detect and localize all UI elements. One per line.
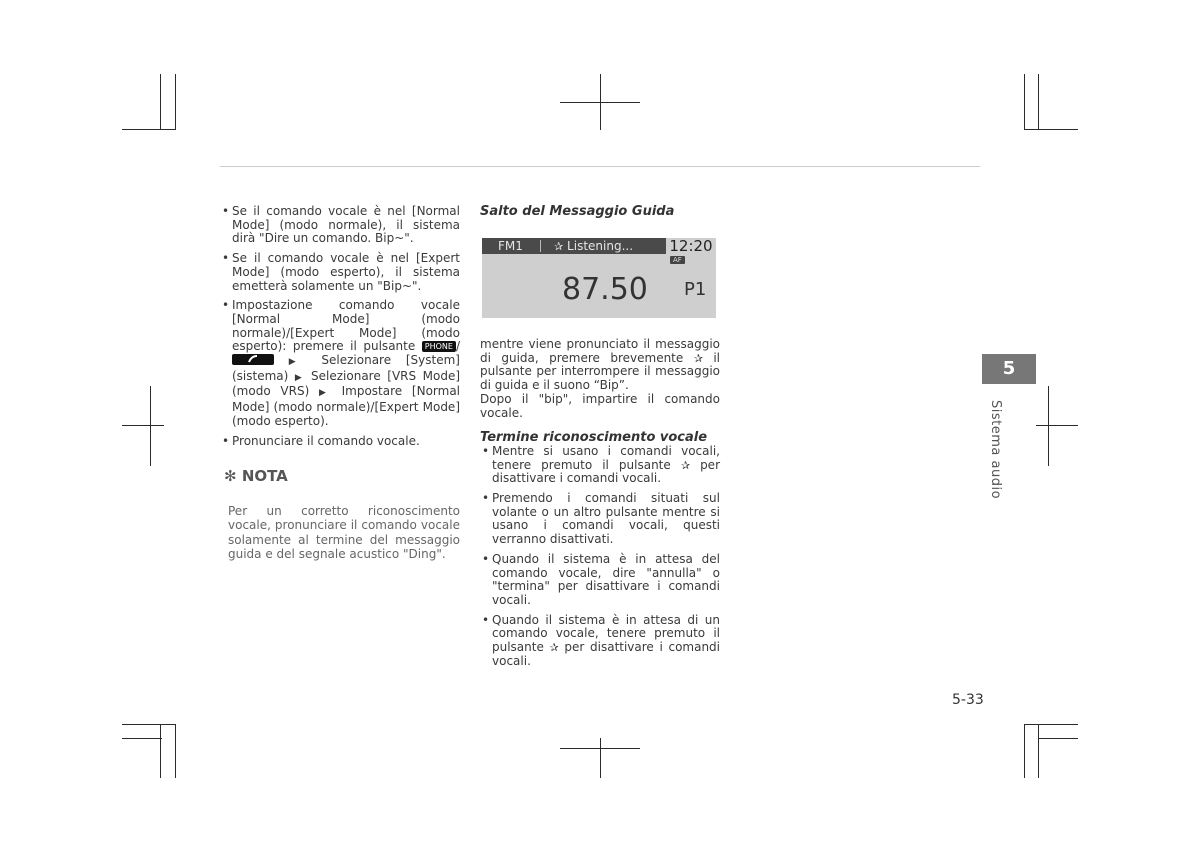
crop-mark: [160, 74, 161, 130]
crop-mark: [122, 724, 176, 725]
nota-text: Per un corretto riconoscimento vocale, pronunciare il comando vocale solamente al termine del messaggio guida e del segnale acustico "Ding".: [228, 503, 460, 562]
display-clock: 12:20: [666, 238, 716, 254]
crop-mark: [1024, 724, 1078, 725]
crop-mark: [175, 74, 176, 130]
page-number: 5-33: [952, 692, 984, 708]
after-beep-paragraph: Dopo il "bip", impartire il comando vocale.: [480, 391, 720, 420]
crop-mark: [122, 425, 164, 426]
crop-mark: [122, 129, 176, 130]
bullet-end-cancel: • Quando il sistema è in attesa del comando vocale, dire "annulla" o "termina" per disattivare i comandi vocali.: [482, 553, 720, 608]
chapter-tab: 5: [982, 354, 1036, 384]
crop-mark: [1038, 724, 1039, 778]
section-heading-skip-guide: Salto del Messaggio Guida: [480, 204, 675, 219]
crop-mark: [600, 738, 601, 778]
radio-display: [482, 238, 716, 318]
crop-mark: [1024, 74, 1025, 130]
side-label: Sistema audio: [988, 400, 1003, 500]
crop-mark: [560, 748, 640, 749]
skip-guide-paragraph: mentre viene pronunciato il messaggio di guida, premere brevemente ✰ il pulsante per interrompere il messaggio di guida e il suono “Bip”.: [480, 337, 721, 393]
crop-mark: [122, 738, 162, 739]
bullet-voice-setting: • Impostazione comando vocale [Normal Mode] (modo normale)/[Expert Mode] (modo esperto): premere il pulsante PHONE / ▶ Selezionare [System] (sistema) ▶ Selezionare [VRS Mode] (modo VRS) ▶ Impostare [Normal Mode] (modo normale)/[Expert Mode] (modo esperto).: [222, 299, 460, 428]
phone-button: PHONE: [422, 341, 456, 352]
triangle-right-icon: ▶: [288, 357, 307, 368]
crop-mark: [1036, 425, 1078, 426]
crop-mark: [1038, 74, 1039, 130]
section-heading-end-recognition: Termine riconoscimento vocale: [480, 430, 708, 446]
nota-symbol: ✻: [224, 467, 237, 486]
bullet-speak: • Pronunciare il comando vocale.: [222, 435, 460, 449]
header-rule: [220, 166, 980, 167]
crop-mark: [175, 724, 176, 778]
display-frequency: 87.50: [562, 272, 648, 307]
crop-mark: [560, 102, 640, 103]
crop-mark: [1024, 129, 1078, 130]
bullet-end-waiting: • Quando il sistema è in attesa di un comando vocale, tenere premuto il pulsante ✰ per disattivare i comandi vocali.: [482, 614, 720, 669]
bullet-expert-mode: • Se il comando vocale è nel [Expert Mode] (modo esperto), il sistema emetterà solamente un "Bip~".: [222, 252, 460, 293]
triangle-right-icon: ▶: [319, 388, 332, 399]
display-band: FM1: [498, 239, 523, 253]
voice-command-icon: ✰: [554, 240, 564, 253]
phone-call-icon: [232, 354, 274, 365]
right-column-body: [480, 338, 720, 674]
display-status: ✰ Listening...: [554, 239, 634, 253]
display-preset: P1: [684, 279, 707, 300]
crop-mark: [1048, 386, 1049, 466]
crop-mark: [1038, 738, 1078, 739]
left-column: [222, 205, 460, 562]
crop-mark: [150, 386, 151, 466]
bullet-normal-mode: • Se il comando vocale è nel [Normal Mode] (modo normale), il sistema dirà "Dire un comando. Bip~".: [222, 205, 460, 246]
bullet-end-steering: • Premendo i comandi situati sul volante o un altro pulsante mentre si usano i comandi vocali, questi verranno disattivati.: [482, 492, 720, 547]
voice-command-icon: ✰: [549, 641, 559, 655]
right-column-top: [480, 205, 720, 219]
crop-mark: [1024, 724, 1025, 778]
triangle-right-icon: ▶: [294, 372, 305, 383]
bullet-end-hold: • Mentre si usano i comandi vocali, tenere premuto il pulsante ✰ per disattivare i comandi vocali.: [482, 445, 720, 486]
voice-command-icon: ✰: [693, 351, 703, 365]
voice-command-icon: ✰: [680, 458, 691, 472]
display-divider: [540, 240, 541, 252]
nota-title: ✻ NOTA: [224, 467, 288, 486]
crop-mark: [160, 724, 161, 778]
display-af-badge: AF: [670, 256, 685, 264]
